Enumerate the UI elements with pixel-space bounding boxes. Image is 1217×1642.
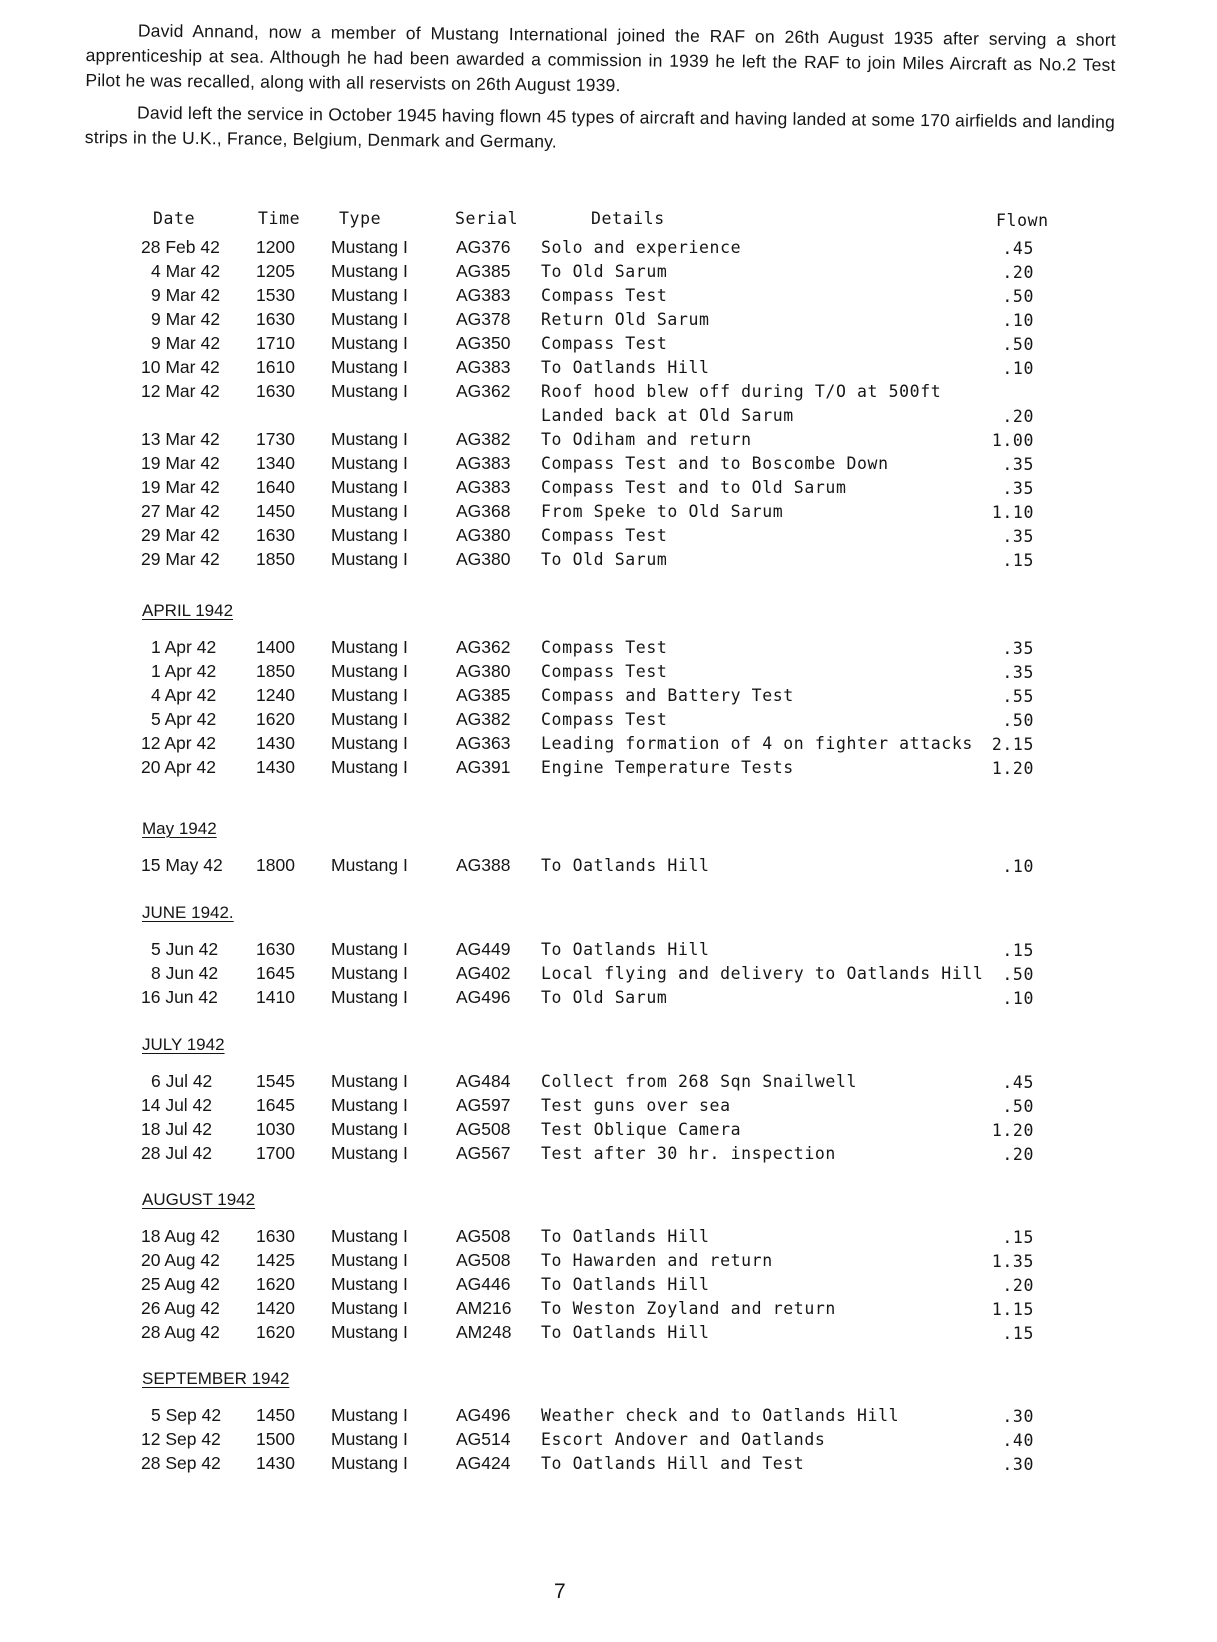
log-details: Escort Andover and Oatlands: [541, 1430, 826, 1449]
log-flown: .10: [1002, 359, 1034, 378]
log-date: 28 Feb 42: [141, 237, 220, 257]
log-type: Mustang I: [331, 1298, 408, 1318]
log-serial: AG508: [456, 1250, 511, 1270]
log-date: 25 Aug 42: [141, 1274, 220, 1294]
log-date: 1 Apr 42: [151, 637, 217, 657]
log-type: Mustang I: [331, 261, 408, 281]
log-date: 12 Apr 42: [141, 733, 216, 753]
log-details-continued: Landed back at Old Sarum: [541, 406, 794, 425]
log-serial: AG383: [456, 477, 511, 497]
log-flown: .55: [1002, 687, 1034, 706]
log-flown: .15: [1002, 941, 1034, 960]
log-serial: AG382: [456, 709, 511, 729]
log-date: 4 Apr 42: [151, 685, 217, 705]
log-type: Mustang I: [331, 661, 408, 681]
log-type: Mustang I: [331, 453, 408, 473]
log-time: 1205: [256, 261, 295, 281]
log-serial: AG383: [456, 357, 511, 377]
log-type: Mustang I: [331, 1071, 408, 1091]
log-details: To Oatlands Hill: [541, 1275, 710, 1294]
log-time: 1340: [256, 453, 295, 473]
log-time: 1500: [256, 1429, 295, 1449]
log-date: 16 Jun 42: [141, 987, 218, 1007]
log-flown: .10: [1002, 989, 1034, 1008]
log-type: Mustang I: [331, 501, 408, 521]
log-date: 28 Sep 42: [141, 1453, 221, 1473]
log-serial: AG350: [456, 333, 511, 353]
log-date: 13 Mar 42: [141, 429, 220, 449]
log-type: Mustang I: [331, 963, 408, 983]
log-time: 1450: [256, 1405, 295, 1425]
log-time: 1630: [256, 1226, 295, 1246]
log-flown: .15: [1002, 551, 1034, 570]
log-date: 19 Mar 42: [141, 477, 220, 497]
log-type: Mustang I: [331, 309, 408, 329]
log-flown: 1.35: [991, 1252, 1034, 1271]
log-serial: AG362: [456, 381, 511, 401]
log-date: 15 May 42: [141, 855, 223, 875]
log-type: Mustang I: [331, 855, 408, 875]
log-type: Mustang I: [331, 709, 408, 729]
log-details: Compass Test: [541, 526, 668, 545]
log-time: 1610: [256, 357, 295, 377]
log-time: 1200: [256, 237, 295, 257]
log-details: Compass Test: [541, 638, 668, 657]
log-details: Collect from 268 Sqn Snailwell: [541, 1072, 858, 1091]
log-date: 12 Mar 42: [141, 381, 220, 401]
log-flown: .50: [1002, 287, 1034, 306]
log-type: Mustang I: [331, 987, 408, 1007]
log-serial: AG380: [456, 549, 511, 569]
column-header-date: Date: [153, 209, 196, 228]
log-serial: AG362: [456, 637, 511, 657]
log-details: Solo and experience: [541, 238, 742, 257]
log-time: 1645: [256, 963, 295, 983]
log-time: 1710: [256, 333, 295, 353]
log-serial: AG514: [456, 1429, 511, 1449]
log-type: Mustang I: [331, 939, 408, 959]
log-details: Engine Temperature Tests: [541, 758, 794, 777]
log-date: 9 Mar 42: [151, 309, 221, 329]
log-serial: AM248: [456, 1322, 512, 1342]
log-serial: AG508: [456, 1226, 511, 1246]
log-serial: AG424: [456, 1453, 511, 1473]
log-serial: AG385: [456, 261, 511, 281]
log-serial: AG597: [456, 1095, 511, 1115]
log-date: 9 Mar 42: [151, 285, 221, 305]
log-time: 1430: [256, 733, 295, 753]
log-type: Mustang I: [331, 1322, 408, 1342]
log-serial: AG567: [456, 1143, 511, 1163]
log-details: To Old Sarum: [541, 550, 668, 569]
log-flown: 1.20: [991, 759, 1034, 778]
log-serial: AG449: [456, 939, 511, 959]
column-header-flown: Flown: [996, 211, 1049, 230]
intro-paragraph-2: David left the service in October 1945 having flown 45 types of aircraft and having landed at some 170 airfields and landing strips in the U.K., France, Belgium, Denmark and Germany.: [84, 102, 1116, 152]
log-time: 1425: [256, 1250, 295, 1270]
log-time: 1630: [256, 525, 295, 545]
log-flown: .30: [1002, 1407, 1034, 1426]
log-details: Compass Test: [541, 286, 668, 305]
log-flown: .35: [1002, 663, 1034, 682]
log-details: Leading formation of 4 on fighter attacks: [541, 734, 973, 753]
log-details: Weather check and to Oatlands Hill: [541, 1406, 900, 1425]
log-details: Compass Test: [541, 710, 668, 729]
log-time: 1630: [256, 309, 295, 329]
log-time: 1645: [256, 1095, 295, 1115]
log-type: Mustang I: [331, 1250, 408, 1270]
log-flown: .50: [1002, 965, 1034, 984]
log-flown: .20: [1002, 407, 1034, 426]
log-details: To Oatlands Hill: [541, 1227, 710, 1246]
log-flown: .45: [1002, 1073, 1034, 1092]
log-type: Mustang I: [331, 1143, 408, 1163]
log-date: 6 Jul 42: [151, 1071, 213, 1091]
log-details: To Oatlands Hill: [541, 940, 710, 959]
log-details: To Oatlands Hill: [541, 856, 710, 875]
log-date: 9 Mar 42: [151, 333, 221, 353]
log-time: 1850: [256, 661, 295, 681]
log-time: 1450: [256, 501, 295, 521]
log-details: To Weston Zoyland and return: [541, 1299, 836, 1318]
log-date: 12 Sep 42: [141, 1429, 221, 1449]
log-details: To Hawarden and return: [541, 1251, 773, 1270]
log-type: Mustang I: [331, 525, 408, 545]
log-date: 5 Sep 42: [151, 1405, 222, 1425]
log-type: Mustang I: [331, 381, 408, 401]
log-details: Compass Test: [541, 334, 668, 353]
column-header-type: Type: [339, 209, 382, 228]
log-date: 18 Aug 42: [141, 1226, 220, 1246]
log-flown: .45: [1002, 239, 1034, 258]
month-heading: APRIL 1942: [142, 601, 234, 620]
log-type: Mustang I: [331, 1119, 408, 1139]
log-time: 1800: [256, 855, 295, 875]
log-date: 28 Aug 42: [141, 1322, 220, 1342]
log-serial: AG383: [456, 453, 511, 473]
month-heading: SEPTEMBER 1942: [142, 1369, 290, 1388]
log-serial: AG446: [456, 1274, 511, 1294]
log-time: 1850: [256, 549, 295, 569]
log-flown: .35: [1002, 639, 1034, 658]
page-number: 7: [554, 1580, 566, 1603]
log-flown: 1.20: [991, 1121, 1034, 1140]
month-heading: AUGUST 1942: [142, 1190, 256, 1209]
log-date: 5 Apr 42: [151, 709, 217, 729]
column-header-details: Details: [591, 209, 665, 228]
log-serial: AG484: [456, 1071, 511, 1091]
log-serial: AG385: [456, 685, 511, 705]
log-time: 1530: [256, 285, 295, 305]
log-details: Compass Test and to Boscombe Down: [541, 454, 889, 473]
log-details: Return Old Sarum: [541, 310, 710, 329]
log-serial: AG383: [456, 285, 511, 305]
log-serial: AG402: [456, 963, 511, 983]
log-serial: AG363: [456, 733, 511, 753]
log-details: From Speke to Old Sarum: [541, 502, 784, 521]
log-flown: .20: [1002, 263, 1034, 282]
log-time: 1030: [256, 1119, 295, 1139]
log-date: 4 Mar 42: [151, 261, 221, 281]
log-serial: AG508: [456, 1119, 511, 1139]
log-details: To Old Sarum: [541, 262, 668, 281]
log-type: Mustang I: [331, 1429, 408, 1449]
log-time: 1620: [256, 709, 295, 729]
log-flown: .10: [1002, 857, 1034, 876]
log-flown: .35: [1002, 455, 1034, 474]
log-flown: .35: [1002, 527, 1034, 546]
log-details: Test guns over sea: [541, 1096, 731, 1115]
log-flown: .35: [1002, 479, 1034, 498]
log-flown: .30: [1002, 1455, 1034, 1474]
log-details: Compass and Battery Test: [541, 686, 794, 705]
log-flown: .10: [1002, 311, 1034, 330]
log-flown: .20: [1002, 1145, 1034, 1164]
log-serial: AM216: [456, 1298, 512, 1318]
log-flown: 1.00: [991, 431, 1034, 450]
log-details: Compass Test and to Old Sarum: [541, 478, 847, 497]
log-date: 29 Mar 42: [141, 525, 220, 545]
log-type: Mustang I: [331, 757, 408, 777]
log-type: Mustang I: [331, 357, 408, 377]
log-time: 1730: [256, 429, 295, 449]
log-time: 1700: [256, 1143, 295, 1163]
log-type: Mustang I: [331, 1226, 408, 1246]
log-details: To Odiham and return: [541, 430, 752, 449]
log-time: 1240: [256, 685, 295, 705]
log-serial: AG378: [456, 309, 511, 329]
log-date: 10 Mar 42: [141, 357, 220, 377]
log-flown: .50: [1002, 1097, 1034, 1116]
log-serial: AG380: [456, 525, 511, 545]
log-flown: .15: [1002, 1324, 1034, 1343]
log-type: Mustang I: [331, 285, 408, 305]
log-flown: 1.15: [991, 1300, 1034, 1319]
log-serial: AG380: [456, 661, 511, 681]
log-type: Mustang I: [331, 477, 408, 497]
log-date: 19 Mar 42: [141, 453, 220, 473]
log-type: Mustang I: [331, 429, 408, 449]
log-date: 1 Apr 42: [151, 661, 217, 681]
log-type: Mustang I: [331, 1095, 408, 1115]
intro-paragraph-1: David Annand, now a member of Mustang International joined the RAF on 26th August 1935 after serving a short apprenticeship at sea. Although he had been awarded a commission in 1939 he left the RAF to join Miles Aircraft as No.2 Test Pilot he was recalled, along with all reservists on 26th August 1939.: [85, 20, 1116, 96]
log-details: To Oatlands Hill: [541, 1323, 710, 1342]
log-flown: .15: [1002, 1228, 1034, 1247]
log-flown: .40: [1002, 1431, 1034, 1450]
log-time: 1400: [256, 637, 295, 657]
log-flown: .20: [1002, 1276, 1034, 1295]
log-time: 1545: [256, 1071, 295, 1091]
log-details: Roof hood blew off during T/O at 500ft: [541, 382, 942, 401]
log-details: Test Oblique Camera: [541, 1120, 742, 1139]
log-date: 29 Mar 42: [141, 549, 220, 569]
log-flown: .50: [1002, 335, 1034, 354]
log-type: Mustang I: [331, 237, 408, 257]
log-details: Test after 30 hr. inspection: [541, 1144, 836, 1163]
log-type: Mustang I: [331, 549, 408, 569]
log-date: 14 Jul 42: [141, 1095, 213, 1115]
log-type: Mustang I: [331, 733, 408, 753]
log-time: 1430: [256, 1453, 295, 1473]
month-heading: JUNE 1942.: [142, 903, 234, 922]
month-heading: JULY 1942: [142, 1035, 225, 1054]
log-time: 1630: [256, 381, 295, 401]
log-date: 28 Jul 42: [141, 1143, 213, 1163]
log-date: 27 Mar 42: [141, 501, 220, 521]
log-date: 8 Jun 42: [151, 963, 219, 983]
log-type: Mustang I: [331, 637, 408, 657]
log-details: Local flying and delivery to Oatlands Hill: [541, 964, 984, 983]
log-serial: AG388: [456, 855, 511, 875]
log-date: 5 Jun 42: [151, 939, 219, 959]
log-flown: 1.10: [991, 503, 1034, 522]
log-serial: AG496: [456, 987, 511, 1007]
log-serial: AG391: [456, 757, 511, 777]
log-type: Mustang I: [331, 333, 408, 353]
log-date: 20 Aug 42: [141, 1250, 220, 1270]
log-time: 1630: [256, 939, 295, 959]
log-details: To Oatlands Hill and Test: [541, 1454, 805, 1473]
log-serial: AG368: [456, 501, 511, 521]
log-details: To Old Sarum: [541, 988, 668, 1007]
log-serial: AG376: [456, 237, 511, 257]
log-type: Mustang I: [331, 1405, 408, 1425]
log-date: 18 Jul 42: [141, 1119, 213, 1139]
log-time: 1410: [256, 987, 295, 1007]
column-header-serial: Serial: [455, 209, 519, 228]
log-time: 1620: [256, 1274, 295, 1294]
log-date: 20 Apr 42: [141, 757, 216, 777]
log-time: 1420: [256, 1298, 295, 1318]
log-type: Mustang I: [331, 1274, 408, 1294]
log-type: Mustang I: [331, 1453, 408, 1473]
log-date: 26 Aug 42: [141, 1298, 220, 1318]
log-serial: AG382: [456, 429, 511, 449]
log-time: 1620: [256, 1322, 295, 1342]
column-header-time: Time: [258, 209, 301, 228]
log-serial: AG496: [456, 1405, 511, 1425]
log-details: Compass Test: [541, 662, 668, 681]
month-heading: May 1942: [142, 819, 217, 838]
log-time: 1430: [256, 757, 295, 777]
log-time: 1640: [256, 477, 295, 497]
log-type: Mustang I: [331, 685, 408, 705]
log-flown: 2.15: [991, 735, 1034, 754]
log-flown: .50: [1002, 711, 1034, 730]
log-details: To Oatlands Hill: [541, 358, 710, 377]
